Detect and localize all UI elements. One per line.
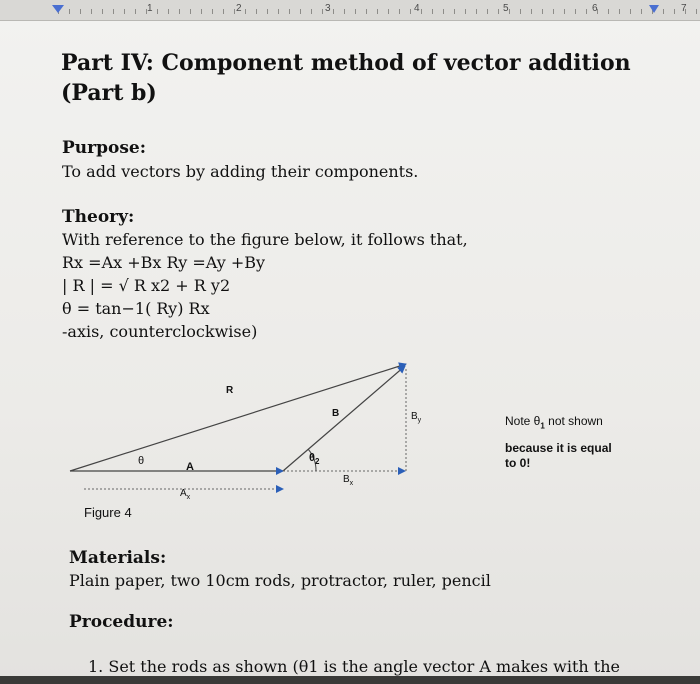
figure-caption: Figure 4 [84,505,132,520]
theory-line: θ = tan−1( Ry) Rx [62,299,210,318]
materials-text: Plain paper, two 10cm rods, protractor, ruler, pencil [69,571,491,590]
page-title: Part IV: Component method of vector addition (Part b) [61,50,631,106]
figure-note-line: because it is equal [505,441,612,455]
label-a: A [186,461,194,473]
label-theta2: $\theta_2$ [309,452,320,467]
theory-line: Rx =Ax +Bx Ry =Ay +By [62,253,266,272]
procedure-heading: Procedure: [69,612,174,632]
ruler-number: 2 [236,3,242,14]
figure-note-line: Note $\theta_1$ not shown [505,414,603,431]
ruler-number: 5 [503,3,509,14]
procedure-step: 1. Set the rods as shown (θ1 is the angle vector A makes with the [88,657,620,676]
label-by: $B_y$ [411,411,422,424]
vector-b [283,366,405,471]
theory-line: | R | = √ R x2 + R y2 [62,276,231,295]
label-theta: θ [138,455,145,467]
screen-bezel [0,676,700,684]
purpose-text: To add vectors by adding their components. [62,162,419,181]
theory-line: -axis, counterclockwise) [62,322,258,341]
ruler-number: 1 [147,3,153,14]
theory-line: With reference to the figure below, it follows that, [62,230,468,249]
label-ax: $A_x$ [180,488,191,501]
ruler-number: 3 [325,3,331,14]
purpose-heading: Purpose: [62,138,146,158]
theory-heading: Theory: [62,207,135,227]
figure-note-line: to 0! [505,456,531,470]
label-b: B [332,408,340,419]
label-bx: $B_x$ [343,474,354,487]
ruler-number: 6 [592,3,598,14]
label-r: R [226,385,234,396]
resultant-vector-r [70,364,406,471]
ruler-number: 7 [681,3,687,14]
ruler-number: 4 [414,3,420,14]
materials-heading: Materials: [69,548,167,568]
